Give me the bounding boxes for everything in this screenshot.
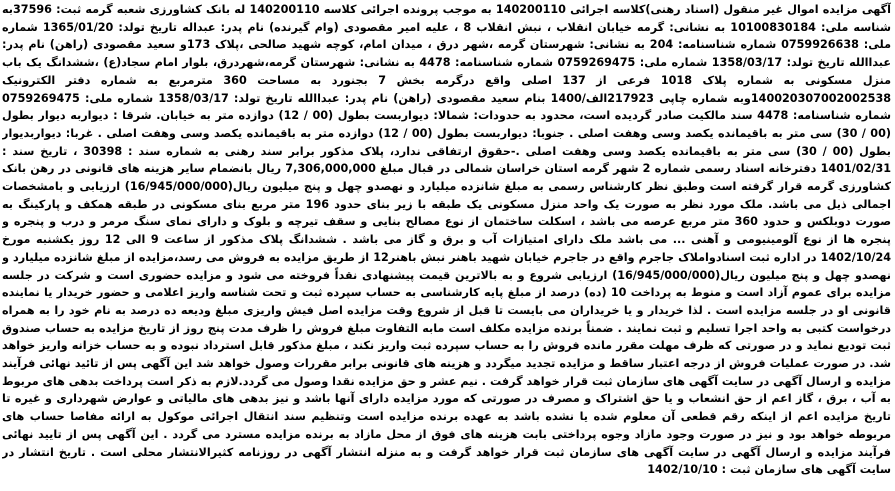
auction-notice-text: آگهی مزایده اموال غیر منقول (اسناد رهنی)کلاسه اجرائی 140200110 به موجب پرونده اجرائی کلاسه 140200110 له بانک کشاورزی شعبه گرمه ثبت: 37596به شناسه ملی: 10100830184 به نشانی: گرمه خیابان انقلاب ، نبش انقلاب 8 ، علیه امیر مقصودی (وام گیرنده) نام پدر: عبداله تاریخ تولد: 1365/01/20 شماره ملی: 0759926638 شماره شناسنامه: 204 به نشانی: شهرستان گرمه ،شهر درق ، میدان امام، کوچه شهید صالحی ،پلاک 173و سعید مقصودی (راهن) نام پدر: عبداالله تاریخ تولد: 1358/03/17 شماره ملی: 0759269475 شماره شناسنامه: 4478 به نشانی: شهرستان گرمه،شهردرق، بلوار امام سجاد(ع) ،ششدانگ یک باب منزل مسکونی به شماره پلاک 1018 فرعی از 137 اصلی واقع درگرمه بخش 7 بجنورد به مساحت 360 مترمربع به شماره دفتر الکترونیک 140020307002002538وبه شماره چاپی 217923الف/1400 بنام سعید مقصودی (راهن) نام پدر: عبداالله تاریخ تولد: 1358/03/17 شماره ملی: 0759269475 شماره شناسنامه: 4478 سند مالکیت صادر گردیده است، محدود به حدودات: شمالا: دیواربست بطول (00 / 12) دوازده متر به خیابان. شرقا : دیواربه دیوار بطول (00 / 30) سی متر به باقیمانده یکصد وسی وهفت اصلی . جنوبا: دیواربست بطول (00 / 12) دوازده متر به باقیمانده یکصد وسی وهفت اصلی . غربا: دیواربدیوار بطول (00 / 30) سی متر به باقیمانده یکصد وسی وهفت اصلی .-حقوق ارتفاقی ندارد، پلاک مذکور برابر سند رهنی به شماره سند : 30398 ، تاریخ سند : 1401/02/31 دفترخانه اسناد رسمی شماره 2 شهر گرمه استان خراسان شمالی در قبال مبلغ 7,306,000,000 ریال بانضمام سایر هزینه های قانونی در رهن بانک کشاورزی گرمه قرار گرفته است وطبق نظر کارشناس رسمی به مبلغ شانزده میلیارد و نهصدو چهل و پنج میلیون ریال(16/945/000/000) ارزیابی و بامشخصات اجمالی ذیل می باشد. ملک مورد نظر به صورت یک واحد منزل مسکونی یک طبقه با زیر بنای حدود 196 متر مربع بنای مسکونی در طبقه همکف و پارکینگ به صورت دوبلکس و حدود 360 متر مربع عرصه می باشد ، اسکلت ساختمان از نوع مصالح بنایی و سقف تیرچه و بلوک و دارای نمای سنگ مرمر و درب و پنجره و پنجره ها از نوع آلومینیومی و آهنی ... می باشد ملک دارای امتیازات آب و برق و گاز می باشد . ششدانگ پلاک مذکور از ساعت 9 الی 12 روز یکشنبه مورخ 1402/10/24 در اداره ثبت اسنادواملاک جاجرم واقع در جاجرم خیابان شهید باهنر نبش باهنر12 از طریق مزایده به فروش می رسد،مزایده از مبلغ شانزده میلیارد و نهصدو چهل و پنج میلیون ریال(16/945/000/000) ارزیابی شروع و به بالاترین قیمت پیشنهادی نقداً فروخته می شود و مزایده حضوری است و شرکت در جلسه مزایده برای عموم آزاد است و منوط به پرداخت 10 (ده) درصد از مبلغ پایه کارشناسی به حساب سپرده ثبت و تحت شناسه واریز اعلامی و حضور خریدار یا نماینده قانونی او در جلسه مزایده است . لذا خریدار و یا خریداران می بایست تا قبل از شروع وقت مزایده اصل فیش واریزی مبلغ ودیعه ده درصد به نام خود را به همراه درخواست کتبی به واحد اجرا تسلیم و ثبت نمایند . ضمناً برنده مزایده مکلف است مابه التفاوت مبلغ فروش را ظرف مدت پنج روز از تاریخ مزایده به حساب صندوق ثبت تودیع نماید و در صورتی که ظرف مهلت مقرر مانده فروش را به حساب سپرده ثبت واریز نکند ، مبلغ مذکور قابل استرداد نبوده و به حساب خزانه واریز خواهد شد. در صورت عملیات فروش از درجه اعتبار ساقط و مزایده تجدید میگردد و هزینه های قانونی برابر مقررات وصول خواهد شد این آگهی پس از تائید نهائی فرآیند مزایده و ارسال آگهی در سایت آگهی های سازمان ثبت قرار خواهد گرفت . نیم عشر و حق مزایده نقدا وصول می گردد.لازم به ذکر است پرداخت بدهی های مربوط به آب ، برق ، گاز اعم از حق انشعاب و یا حق اشتراک و مصرف در صورتی که مورد مزایده دارای آنها باشد و نیز بدهی های مالیاتی و عوارض شهرداری و غیره تا تاریخ مزایده اعم از اینکه رقم قطعی آن معلوم شده یا نشده باشد به عهده برنده مزایده است وتنظیم سند انتقال اجرائی موکول به ارائه مفاصا حساب های مربوطه خواهد بود و نیز در صورت وجود مازاد وجوه پرداختی بابت هزینه های فوق از محل مازاد به برنده مزایده مسترد می گردد . این آگهی پس از تایید نهائی فرآیند مزایده و ارسال آگهی در سایت آگهی های سازمان ثبت قرار خواهد گرفت و به منزله انتشار آگهی در روزنامه کثیرالانتشار محلی است . تاریخ انتشار در سایت آگهی های سازمان ثبت : 1402/10/10 bbox=[2, 3, 891, 477]
